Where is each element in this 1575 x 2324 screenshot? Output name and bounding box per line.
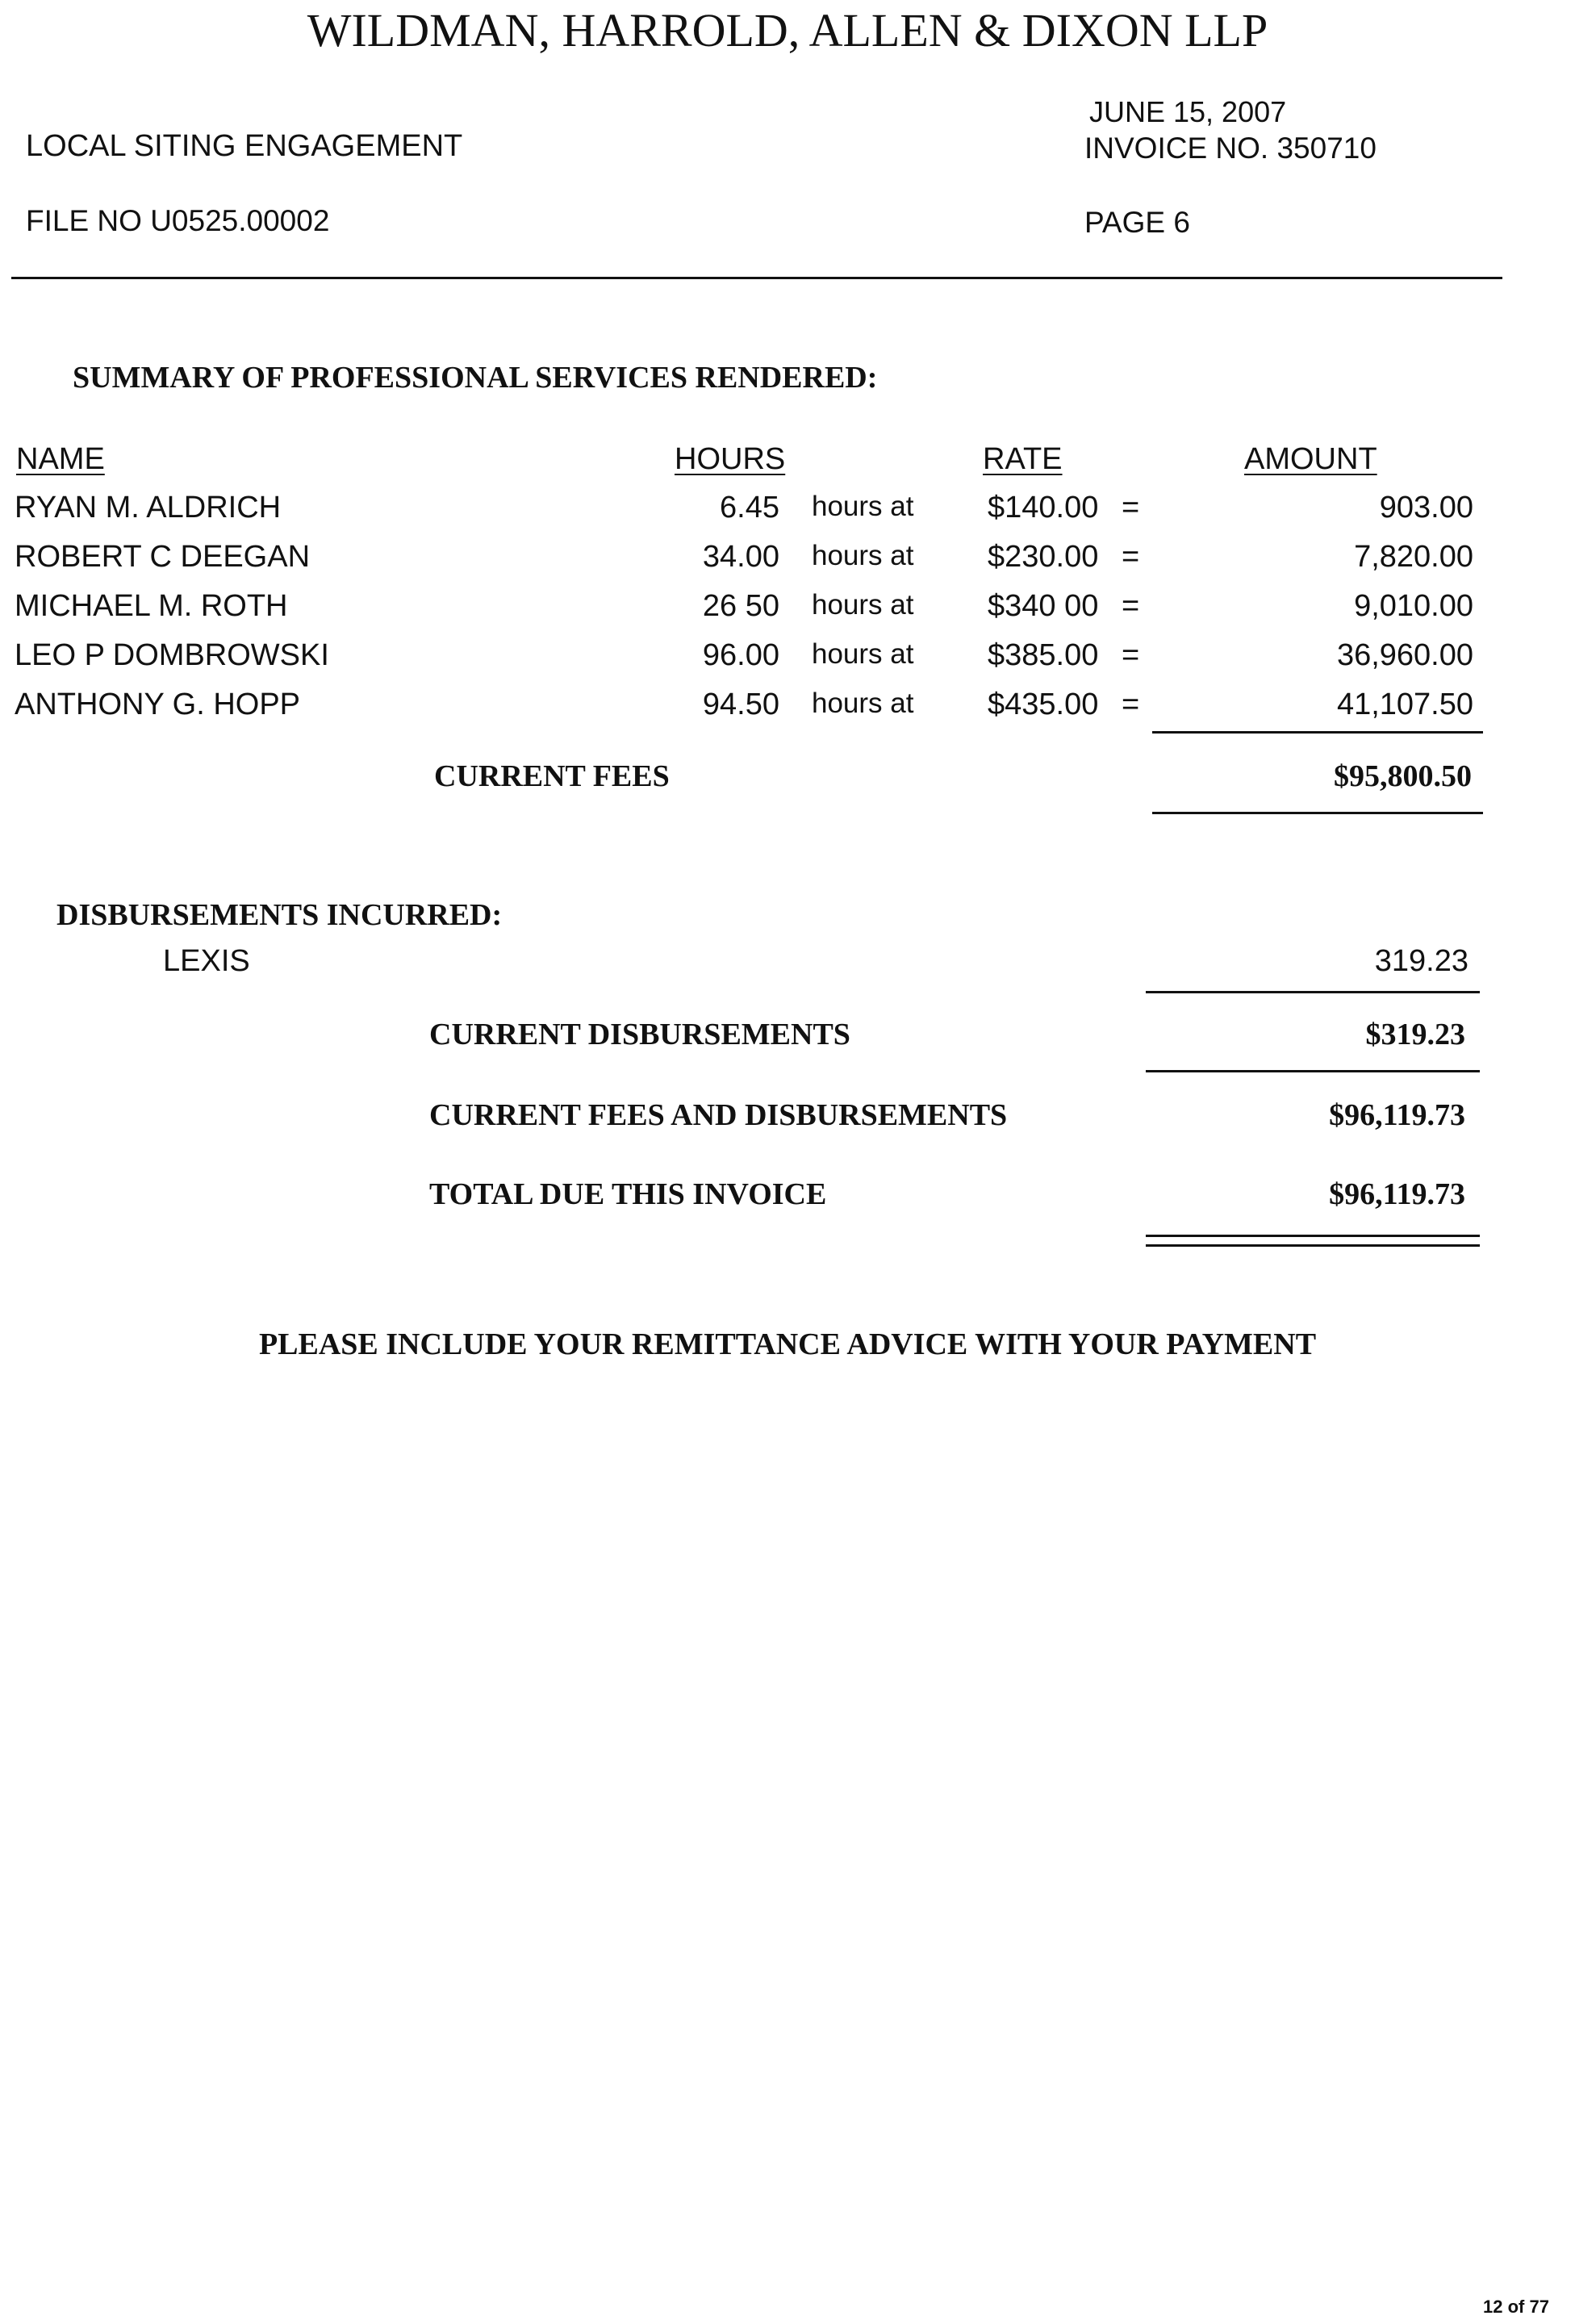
- hours-at-label: hours at: [812, 589, 914, 621]
- rate-value: $340 00: [988, 589, 1099, 623]
- timekeeper-name: LEO P DOMBROWSKI: [15, 638, 329, 672]
- engagement-name: LOCAL SITING ENGAGEMENT: [26, 129, 463, 163]
- column-header-amount: AMOUNT: [1244, 442, 1377, 476]
- disbursements-heading: DISBURSEMENTS INCURRED:: [56, 898, 503, 932]
- current-fees-label: CURRENT FEES: [434, 759, 670, 793]
- hours-value: 6.45: [720, 491, 779, 525]
- service-row: [0, 688, 1575, 736]
- column-header-rate: RATE: [983, 442, 1063, 476]
- column-header-hours: HOURS: [675, 442, 786, 476]
- amount-value: 903.00: [1379, 491, 1473, 525]
- equals-sign: =: [1122, 638, 1140, 672]
- current-disbursements-label: CURRENT DISBURSEMENTS: [429, 1018, 850, 1051]
- hours-at-label: hours at: [812, 491, 914, 522]
- fees-total-rule: [1152, 812, 1483, 814]
- subtotal-rule: [1152, 731, 1483, 734]
- timekeeper-name: ROBERT C DEEGAN: [15, 540, 311, 574]
- equals-sign: =: [1122, 540, 1140, 574]
- firm-name-title: WILDMAN, HARROLD, ALLEN & DIXON LLP: [307, 4, 1268, 56]
- hours-at-label: hours at: [812, 540, 914, 571]
- invoice-number: INVOICE NO. 350710: [1084, 132, 1377, 165]
- current-fees-value: $95,800.50: [1334, 759, 1472, 793]
- service-row: [0, 589, 1575, 637]
- amount-value: 9,010.00: [1354, 589, 1473, 623]
- remittance-note: PLEASE INCLUDE YOUR REMITTANCE ADVICE WITH YOUR PAYMENT: [258, 1327, 1317, 1361]
- disbursement-subtotal-rule: [1146, 991, 1480, 993]
- hours-value: 26 50: [702, 589, 779, 623]
- total-double-rule-top: [1146, 1235, 1480, 1237]
- summary-heading: SUMMARY OF PROFESSIONAL SERVICES RENDERED:: [73, 361, 878, 395]
- rate-value: $230.00: [988, 540, 1099, 574]
- amount-value: 7,820.00: [1354, 540, 1473, 574]
- page-number: PAGE 6: [1084, 206, 1190, 239]
- equals-sign: =: [1122, 491, 1140, 525]
- page-count: 12 of 77: [1483, 2297, 1549, 2317]
- equals-sign: =: [1122, 589, 1140, 623]
- hours-at-label: hours at: [812, 638, 914, 670]
- total-due-label: TOTAL DUE THIS INVOICE: [429, 1177, 827, 1211]
- rate-value: $435.00: [988, 688, 1099, 721]
- timekeeper-name: RYAN M. ALDRICH: [15, 491, 282, 525]
- disbursements-total-rule: [1146, 1070, 1480, 1072]
- equals-sign: =: [1122, 688, 1140, 721]
- amount-value: 36,960.00: [1336, 638, 1473, 672]
- fees-and-disbursements-label: CURRENT FEES AND DISBURSEMENTS: [429, 1098, 1008, 1132]
- current-disbursements-value: $319.23: [1365, 1018, 1465, 1051]
- timekeeper-name: ANTHONY G. HOPP: [15, 688, 301, 721]
- rate-value: $140.00: [988, 491, 1099, 525]
- hours-value: 34.00: [702, 540, 779, 574]
- disbursement-item-value: 319.23: [1374, 944, 1468, 978]
- service-row: [0, 540, 1575, 588]
- timekeeper-name: MICHAEL M. ROTH: [15, 589, 288, 623]
- hours-value: 96.00: [702, 638, 779, 672]
- service-row: [0, 638, 1575, 687]
- rate-value: $385.00: [988, 638, 1099, 672]
- amount-value: 41,107.50: [1336, 688, 1473, 721]
- header-divider: [11, 277, 1502, 279]
- total-due-value: $96,119.73: [1329, 1177, 1465, 1211]
- service-row: [0, 491, 1575, 539]
- invoice-date: JUNE 15, 2007: [1089, 95, 1287, 128]
- column-header-name: NAME: [16, 442, 105, 476]
- file-number: FILE NO U0525.00002: [26, 204, 330, 237]
- hours-at-label: hours at: [812, 688, 914, 719]
- hours-value: 94.50: [702, 688, 779, 721]
- fees-and-disbursements-value: $96,119.73: [1329, 1098, 1465, 1132]
- total-double-rule-bottom: [1146, 1244, 1480, 1247]
- disbursement-item-label: LEXIS: [163, 944, 250, 978]
